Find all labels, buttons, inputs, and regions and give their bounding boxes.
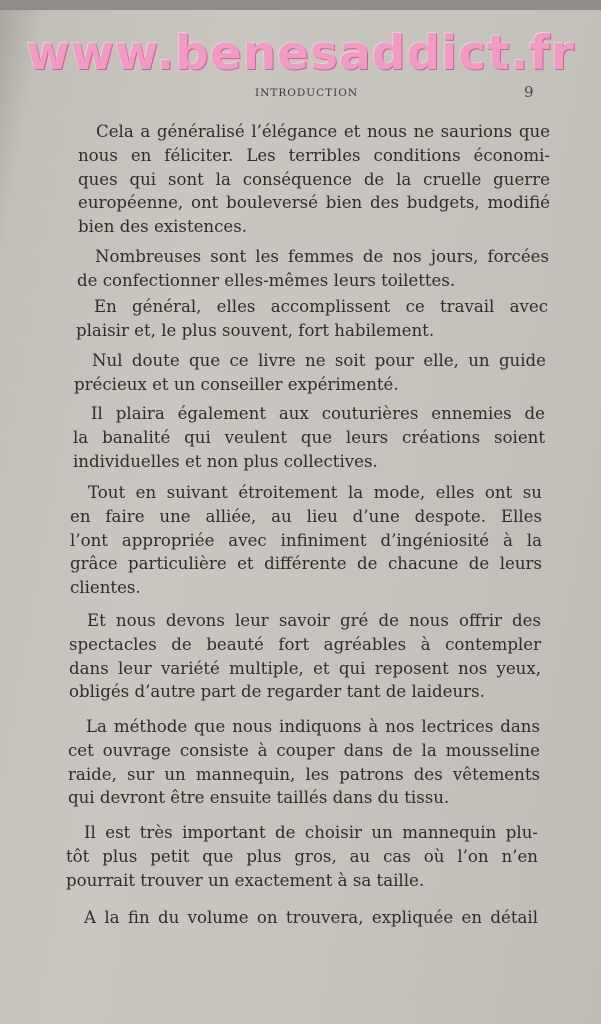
- watermark: www.benesaddict.fr: [26, 26, 575, 81]
- text-line: l’ont appropriée avec infiniment d’ingéniosité à la: [70, 530, 542, 550]
- text-line: précieux et un conseiller expérimenté.: [74, 374, 399, 394]
- text-line: individuelles et non plus collectives.: [73, 451, 378, 471]
- text-line: qui devront être ensuite taillés dans du tissu.: [68, 788, 450, 808]
- paragraph: [77, 245, 549, 293]
- page-edge: [0, 0, 601, 10]
- text-line: dans leur variété multiple, et qui reposent nos yeux,: [69, 658, 541, 678]
- text-line: de confectionner elles-mêmes leurs toilettes.: [77, 270, 456, 290]
- paragraph: [69, 609, 541, 704]
- text-line: tôt plus petit que plus gros, au cas où l’on n’en: [66, 846, 538, 866]
- paragraph: [66, 821, 538, 892]
- paragraph: [74, 349, 546, 397]
- text-line: Nombreuses sont les femmes de nos jours, forcées: [95, 247, 549, 266]
- text-line: obligés d’autre part de regarder tant de laideurs.: [69, 682, 485, 702]
- text-line: pourrait trouver un exactement à sa taille.: [66, 870, 425, 890]
- paragraph: [73, 402, 545, 473]
- text-line: Cela a généralisé l’élégance et nous ne saurions que: [96, 122, 550, 141]
- paragraph: [76, 295, 548, 343]
- text-line: grâce particulière et différente de chacune de leurs: [70, 554, 542, 574]
- text-line: bien des existences.: [78, 217, 248, 237]
- text-line: la banalité qui veulent que leurs créations soient: [73, 427, 545, 447]
- text-line: Et nous devons leur savoir gré de nous offrir des: [87, 611, 541, 630]
- text-line: nous en féliciter. Les terribles conditions économi-: [78, 145, 550, 165]
- paragraph: [68, 715, 540, 810]
- paragraph: [66, 906, 538, 930]
- text-line: européenne, ont bouleversé bien des budgets, modifié: [78, 193, 550, 213]
- paragraph: [70, 481, 542, 600]
- text-line: clientes.: [70, 578, 141, 598]
- text-line: La méthode que nous indiquons à nos lectrices dans: [86, 717, 540, 736]
- text-line: A la fin du volume on trouvera, expliquée en détail: [84, 908, 538, 927]
- text-line: en faire une alliée, au lieu d’une despote. Elles: [70, 506, 542, 526]
- paragraph: [78, 120, 550, 239]
- running-title: INTRODUCTION: [255, 87, 359, 99]
- text-line: En général, elles accomplissent ce travail avec: [94, 297, 548, 316]
- text-line: Il plaira également aux couturières ennemies de: [91, 404, 545, 423]
- text-line: Tout en suivant étroitement la mode, elles ont su: [88, 483, 542, 502]
- text-line: Il est très important de choisir un mannequin plu-: [84, 823, 538, 842]
- text-line: plaisir et, le plus souvent, fort habilement.: [76, 320, 435, 340]
- text-line: cet ouvrage consiste à couper dans de la mousseline: [68, 740, 540, 760]
- text-line: spectacles de beauté fort agréables à contempler: [69, 634, 541, 654]
- text-line: Nul doute que ce livre ne soit pour elle, un guide: [92, 351, 546, 370]
- text-line: ques qui sont la conséquence de la cruelle guerre: [78, 169, 550, 189]
- text-line: raide, sur un mannequin, les patrons des vêtements: [68, 764, 540, 784]
- page-number: 9: [524, 83, 534, 101]
